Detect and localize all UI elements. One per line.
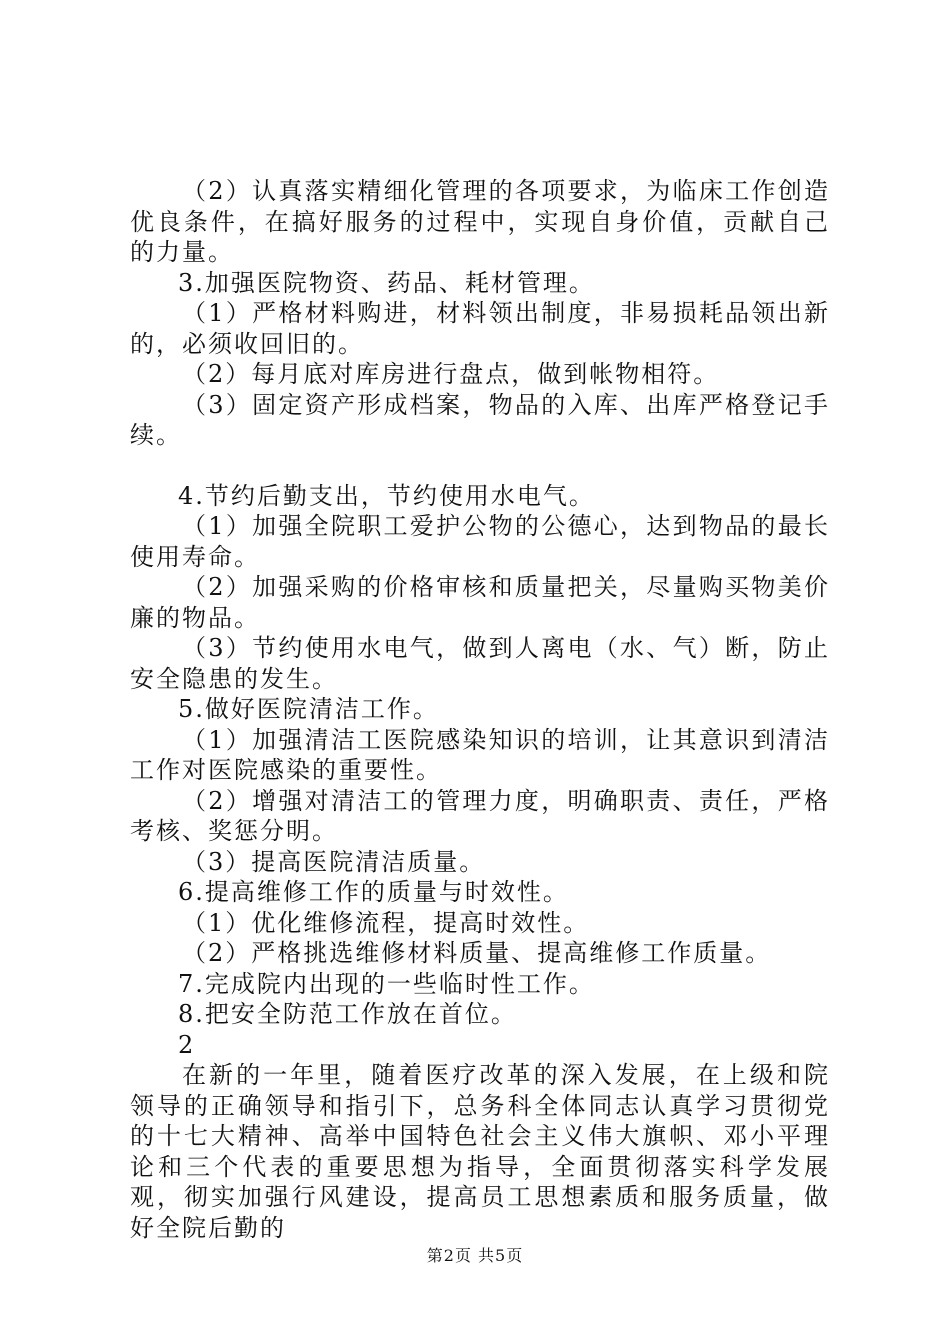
section-number: 2 [178,1030,196,1059]
paragraph: （2）认真落实精细化管理的各项要求，为临床工作创造优良条件，在搞好服务的过程中，实现自身价值，贡献自己的力量。 [130,177,830,266]
paragraph: （1）优化维修流程，提高时效性。 [182,908,590,937]
document-body [130,176,830,1243]
section-heading: 5.做好医院清洁工作。 [178,695,439,723]
section-heading: 8.把安全防范工作放在首位。 [178,1000,517,1028]
section-heading: 4.节约后勤支出，节约使用水电气。 [178,481,595,510]
page-footer: 第2页 共5页 [426,1246,524,1265]
section-heading: 6.提高维修工作的质量与时效性。 [178,878,569,906]
paragraph: （1）严格材料购进，材料领出制度，非易损耗品领出新的，必须收回旧的。 [130,299,830,358]
paragraph: （2）每月底对库房进行盘点，做到帐物相符。 [182,360,720,388]
paragraph: （2）增强对清洁工的管理力度，明确职责、责任，严格考核、奖惩分明。 [130,786,830,845]
blank-line [130,451,830,481]
paragraph: （3）提高医院清洁质量。 [182,847,486,876]
section-heading: 3.加强医院物资、药品、耗材管理。 [178,268,595,297]
paragraph: （2）加强采购的价格审核和质量把关，尽量购买物美价廉的物品。 [130,573,830,632]
paragraph: （1）加强全院职工爱护公物的公德心，达到物品的最长使用寿命。 [130,512,830,571]
paragraph: （2）严格挑选维修材料质量、提高维修工作质量。 [182,939,772,967]
paragraph: （3）固定资产形成档案，物品的入库、出库严格登记手续。 [130,390,830,449]
section-heading: 7.完成院内出现的一些临时性工作。 [178,969,595,998]
paragraph: （3）节约使用水电气，做到人离电（水、气）断，防止安全隐患的发生。 [130,634,830,693]
paragraph: 在新的一年里，随着医疗改革的深入发展，在上级和院领导的正确领导和指引下，总务科全体同志认真学习贯彻党的十七大精神、高举中国特色社会主义伟大旗帜、邓小平理论和三个代表的重要思想为指导，全面贯彻落实科学发展观，彻实加强行风建设，提高员工思想素质和服务质量，做好全院后勤的 [130,1061,830,1242]
paragraph: （1）加强清洁工医院感染知识的培训，让其意识到清洁工作对医院感染的重要性。 [130,725,830,784]
